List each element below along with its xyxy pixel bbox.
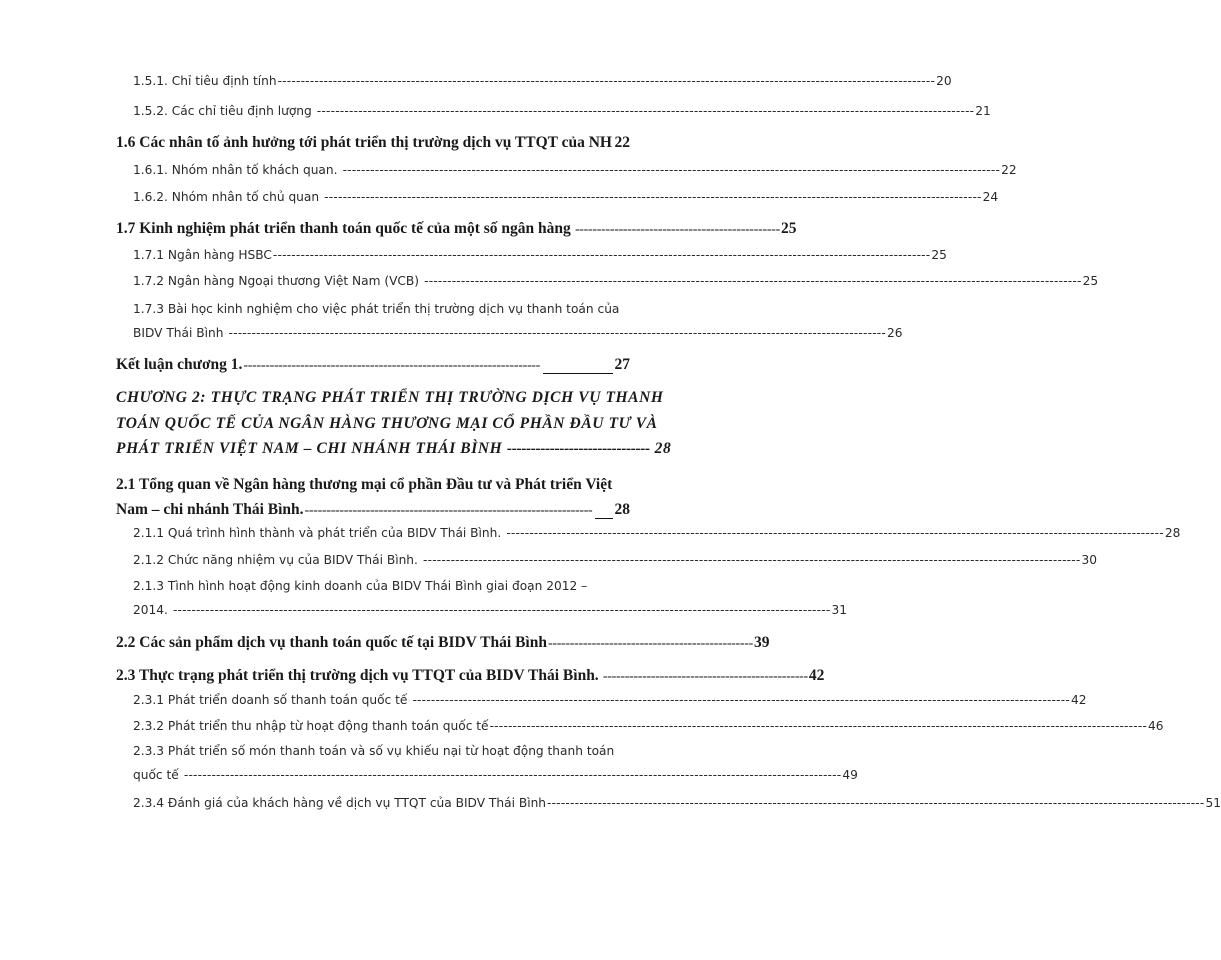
toc-entry-title: 2.3.4 Đánh giá của khách hàng về dịch vụ TTQT của BIDV Thái Bình [133, 796, 547, 810]
toc-entry-title: 2014. [133, 603, 168, 617]
toc-entry-title: BIDV Thái Bình [133, 326, 224, 340]
toc-entry-title: 2.1.2 Chức năng nhiệm vụ của BIDV Thái Bình. [133, 553, 418, 567]
toc-page-number: 21 [975, 104, 991, 118]
toc-page-number: 22 [614, 134, 630, 151]
chapter-title-line1: CHƯƠNG 2: THỰC TRẠNG PHÁT TRIỂN THỊ TRƯỜNG DỊCH VỤ THANH [116, 389, 664, 406]
toc-leader: ----------------------------------------------------------------------------------------------------------------------------------------------- [272, 248, 931, 262]
toc-entry-title: 1.6.2. Nhóm nhân tố chủ quan [133, 190, 320, 204]
toc-page-number: 42 [1070, 693, 1087, 707]
toc-entry[interactable] [0, 326, 903, 354]
toc-entry-title: 1.7.1 Ngân hàng HSBC [133, 248, 272, 262]
toc-page-number: 49 [842, 768, 858, 782]
toc-entry-title: 1.5.2. Các chỉ tiêu định lượng [133, 104, 312, 118]
toc-leader: ----------------------------------------------------------------------------------------------------------------------------------------------- [224, 326, 886, 340]
toc-entry[interactable] [0, 603, 847, 631]
toc-page-number: 46 [1148, 719, 1164, 733]
toc-entry[interactable] [0, 667, 825, 695]
toc-leader: ----------------------------------------------------------------------------------------------------------------------------------------------- [168, 603, 831, 617]
toc-entry[interactable] [0, 526, 1181, 554]
toc-leader: ----------------------------------------------- [571, 222, 780, 237]
toc-leader: -------------------------------------------------------------------- [243, 358, 541, 373]
toc-entry-title: 1.5.1. Chỉ tiêu định tính [133, 74, 277, 88]
toc-entry[interactable] [0, 74, 952, 102]
toc-page-number: 30 [1081, 553, 1097, 567]
toc-page-number: 20 [936, 74, 952, 88]
toc-leader: ----------------------------------------------- [547, 636, 753, 651]
toc-entry[interactable] [0, 768, 858, 796]
toc-entry-title: PHÁT TRIỂN VIỆT NAM – CHI NHÁNH THÁI BÌNH [116, 440, 503, 457]
toc-leader: ----------------------------------------------------------------------------------------------------------------------------------------------- [320, 190, 982, 204]
toc-entry-title: 1.7 Kinh nghiệm phát triển thanh toán quốc tế của một số ngân hàng [116, 220, 571, 237]
toc-page-number: 28 [654, 440, 672, 457]
toc-page-number: 51 [1205, 796, 1221, 810]
toc-leader: ------------------------------ [503, 440, 650, 457]
toc-entry-title: 2.3.2 Phát triển thu nhập từ hoạt động thanh toán quốc tế [133, 719, 489, 733]
toc-leader: ----------------------------------------------------------------------------------------------------------------------------------------------- [179, 768, 842, 782]
toc-entry-title-line1: 2.1.3 Tình hình hoạt động kinh doanh của BIDV Thái Bình giai đoạn 2012 – [133, 579, 588, 593]
toc-entry[interactable] [0, 440, 700, 468]
toc-leader: ----------------------------------------------- [599, 669, 808, 684]
toc-entry-title-line1: 2.3.3 Phát triển số món thanh toán và số vụ khiếu nại từ hoạt động thanh toán [133, 744, 615, 758]
toc-leader: ----------------------------------------------------------------------------------------------------------------------------------------------- [420, 274, 1082, 288]
toc-entry-title: 2.1.1 Quá trình hình thành và phát triển của BIDV Thái Bình. [133, 526, 502, 540]
toc-entry[interactable] [0, 134, 700, 162]
toc-entry-title: 1.6 Các nhân tố ảnh hưởng tới phát triển thị trường dịch vụ TTQT của NH [116, 134, 612, 151]
toc-entry-title: 2.2 Các sản phẩm dịch vụ thanh toán quốc tế tại BIDV Thái Bình [116, 634, 547, 651]
toc-entry[interactable] [0, 719, 1164, 747]
toc-entry[interactable] [0, 190, 999, 218]
toc-page-number: 24 [982, 190, 999, 204]
toc-page-number: 25 [931, 248, 947, 262]
toc-leader: ----------------------------------------------------------------------------------------------------------------------------------------------- [418, 553, 1081, 567]
toc-entry-title: quốc tế [133, 768, 179, 782]
toc-page-number: 39 [754, 634, 770, 651]
toc-entry-title: Nam – chi nhánh Thái Bình. [116, 501, 304, 518]
toc-page-number: 27 [614, 356, 630, 373]
toc-entry[interactable] [0, 248, 947, 276]
chapter-title-line2: TOÁN QUỐC TẾ CỦA NGÂN HÀNG THƯƠNG MẠI CỔ PHẦN ĐẦU TƯ VÀ [116, 415, 658, 432]
toc-entry-title-line1: 2.1 Tổng quan về Ngân hàng thương mại cổ phần Đầu tư và Phát triển Việt [116, 476, 613, 493]
toc-entry[interactable] [0, 796, 1221, 824]
toc-leader: ----------------------------------------------------------------------------------------------------------------------------------------------- [277, 74, 936, 88]
toc-entry[interactable] [0, 356, 700, 384]
toc-entry[interactable] [0, 274, 1099, 302]
toc-entry[interactable] [0, 501, 700, 529]
toc-entry-title: 1.7.2 Ngân hàng Ngoại thương Việt Nam (VCB) [133, 274, 420, 288]
toc-page-number: 42 [808, 667, 825, 684]
toc-page-number: 31 [831, 603, 847, 617]
toc-leader: ----------------------------------------------------------------------------------------------------------------------------------------------- [502, 526, 1164, 540]
toc-entry[interactable] [0, 693, 1087, 721]
toc-leader-line [543, 373, 612, 374]
toc-entry[interactable] [0, 163, 1017, 191]
toc-leader: ----------------------------------------------------------------------------------------------------------------------------------------------- [338, 163, 1001, 177]
toc-leader [613, 136, 614, 152]
toc-leader-line [595, 518, 612, 519]
toc-leader: ----------------------------------------------------------------------------------------------------------------------------------------------- [408, 693, 1070, 707]
toc-entry[interactable] [0, 634, 770, 662]
toc-entry-title: 2.3 Thực trạng phát triển thị trường dịch vụ TTQT của BIDV Thái Bình. [116, 667, 599, 684]
toc-entry[interactable] [0, 553, 1097, 581]
toc-page-number: 22 [1001, 163, 1017, 177]
toc-page-number: 26 [887, 326, 903, 340]
toc-page-number: 25 [780, 220, 797, 237]
toc-entry[interactable] [0, 220, 797, 248]
toc-entry-title: 2.3.1 Phát triển doanh số thanh toán quốc tế [133, 693, 408, 707]
toc-entry-title-line1: 1.7.3 Bài học kinh nghiệm cho việc phát triển thị trường dịch vụ thanh toán của [133, 302, 620, 316]
toc-leader: ----------------------------------------------------------------------------------------------------------------------------------------------- [312, 104, 975, 118]
toc-page-number: 28 [1164, 526, 1181, 540]
toc-leader: ------------------------------------------------------------------ [304, 503, 593, 518]
toc-page-number: 25 [1082, 274, 1099, 288]
toc-entry[interactable] [0, 104, 991, 132]
toc-entry-title: Kết luận chương 1. [116, 356, 243, 373]
toc-page-number: 28 [614, 501, 630, 518]
toc-leader: ----------------------------------------------------------------------------------------------------------------------------------------------- [489, 719, 1148, 733]
toc-entry-title: 1.6.1. Nhóm nhân tố khách quan. [133, 163, 338, 177]
toc-leader: ----------------------------------------------------------------------------------------------------------------------------------------------- [547, 796, 1205, 810]
